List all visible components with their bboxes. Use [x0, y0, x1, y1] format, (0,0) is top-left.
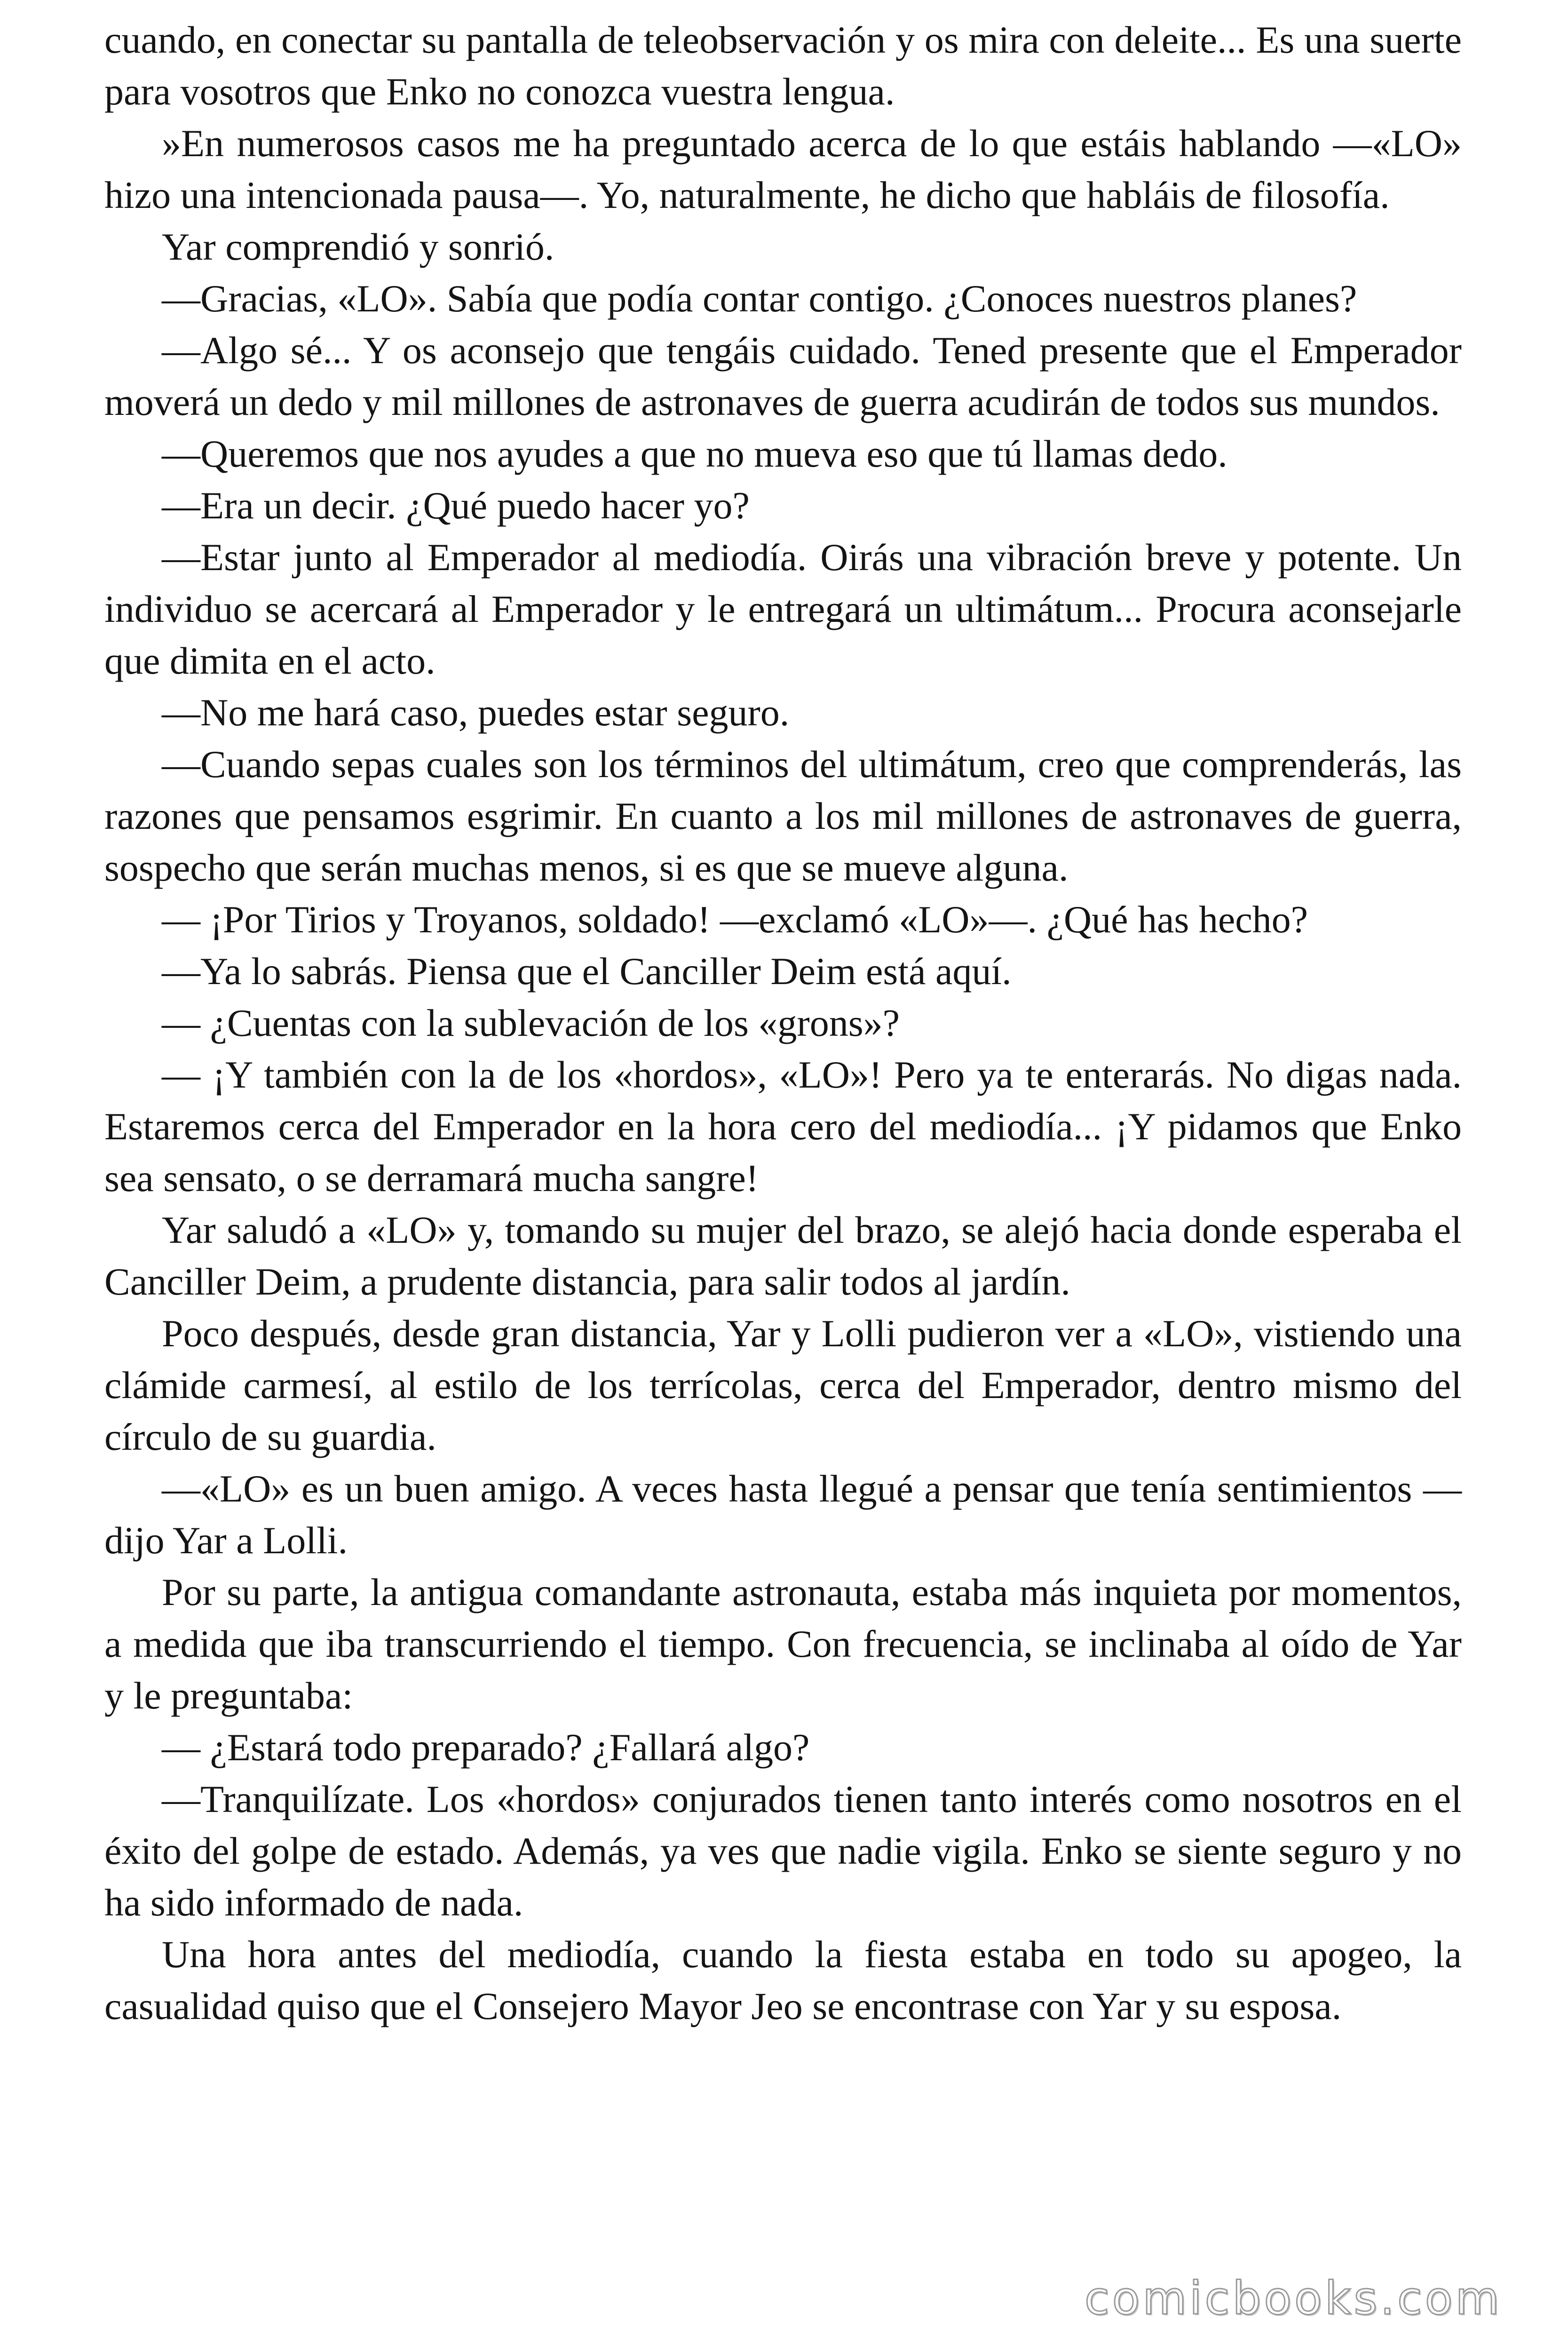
- paragraph: Una hora antes del mediodía, cuando la fiesta estaba en todo su apogeo, la casualidad quiso que el Consejero Mayor Jeo se encontrase con Yar y su esposa.: [104, 1933, 1462, 2027]
- paragraph: —Algo sé... Y os aconsejo que tengáis cuidado. Tened presente que el Emperador moverá un dedo y mil millones de astronaves de guerra acudirán de todos sus mundos.: [104, 329, 1462, 423]
- paragraph: —Era un decir. ¿Qué puedo hacer yo?: [162, 484, 750, 527]
- paragraph: Yar comprendió y sonrió.: [162, 225, 554, 268]
- paragraph: — ¡Por Tirios y Troyanos, soldado! —exclamó «LO»—. ¿Qué has hecho?: [162, 898, 1308, 941]
- paragraph: cuando, en conectar su pantalla de teleobservación y os mira con deleite... Es una suerte para vosotros que Enko no conozca vuestra lengua.: [104, 18, 1462, 113]
- paragraph: Por su parte, la antigua comandante astronauta, estaba más inquieta por momentos, a medida que iba transcurriendo el tiempo. Con frecuencia, se inclinaba al oído de Yar y le preguntaba:: [104, 1571, 1462, 1717]
- paragraph: —«LO» es un buen amigo. A veces hasta llegué a pensar que tenía sentimientos —dijo Yar a Lolli.: [104, 1467, 1462, 1562]
- paragraph: Yar saludó a «LO» y, tomando su mujer del brazo, se alejó hacia donde esperaba el Canciller Deim, a prudente distancia, para salir todos al jardín.: [104, 1208, 1462, 1303]
- paragraph: —Ya lo sabrás. Piensa que el Canciller Deim está aquí.: [162, 950, 1012, 993]
- paragraph: — ¡Y también con la de los «hordos», «LO»! Pero ya te enterarás. No digas nada. Estaremos cerca del Emperador en la hora cero del mediodía... ¡Y pidamos que Enko sea sensato, o se derramará mucha sangre!: [104, 1053, 1462, 1200]
- paragraph: — ¿Estará todo preparado? ¿Fallará algo?: [162, 1726, 810, 1769]
- paragraph: —No me hará caso, puedes estar seguro.: [162, 691, 790, 734]
- paragraph: —Cuando sepas cuales son los términos del ultimátum, creo que comprenderás, las razones que pensamos esgrimir. En cuanto a los mil millones de astronaves de guerra, sospecho que serán muchas menos, si es que se mueve alguna.: [104, 743, 1462, 889]
- book-page-text: [104, 14, 1462, 2032]
- paragraph: »En numerosos casos me ha preguntado acerca de lo que estáis hablando —«LO» hizo una intencionada pausa—. Yo, naturalmente, he dicho que habláis de filosofía.: [104, 122, 1462, 216]
- watermark: comicbooks.com: [1084, 2272, 1502, 2325]
- paragraph: —Queremos que nos ayudes a que no mueva eso que tú llamas dedo.: [162, 432, 1227, 475]
- paragraph: —Gracias, «LO». Sabía que podía contar contigo. ¿Conoces nuestros planes?: [162, 277, 1357, 320]
- paragraph: —Tranquilízate. Los «hordos» conjurados tienen tanto interés como nosotros en el éxito del golpe de estado. Además, ya ves que nadie vigila. Enko se siente seguro y no ha sido informado de nada.: [104, 1778, 1462, 1924]
- paragraph: Poco después, desde gran distancia, Yar y Lolli pudieron ver a «LO», vistiendo una clámide carmesí, al estilo de los terrícolas, cerca del Emperador, dentro mismo del círculo de su guardia.: [104, 1312, 1462, 1458]
- paragraph: —Estar junto al Emperador al mediodía. Oirás una vibración breve y potente. Un individuo se acercará al Emperador y le entregará un ultimátum... Procura aconsejarle que dimita en el acto.: [104, 536, 1462, 682]
- paragraph: — ¿Cuentas con la sublevación de los «grons»?: [162, 1001, 900, 1044]
